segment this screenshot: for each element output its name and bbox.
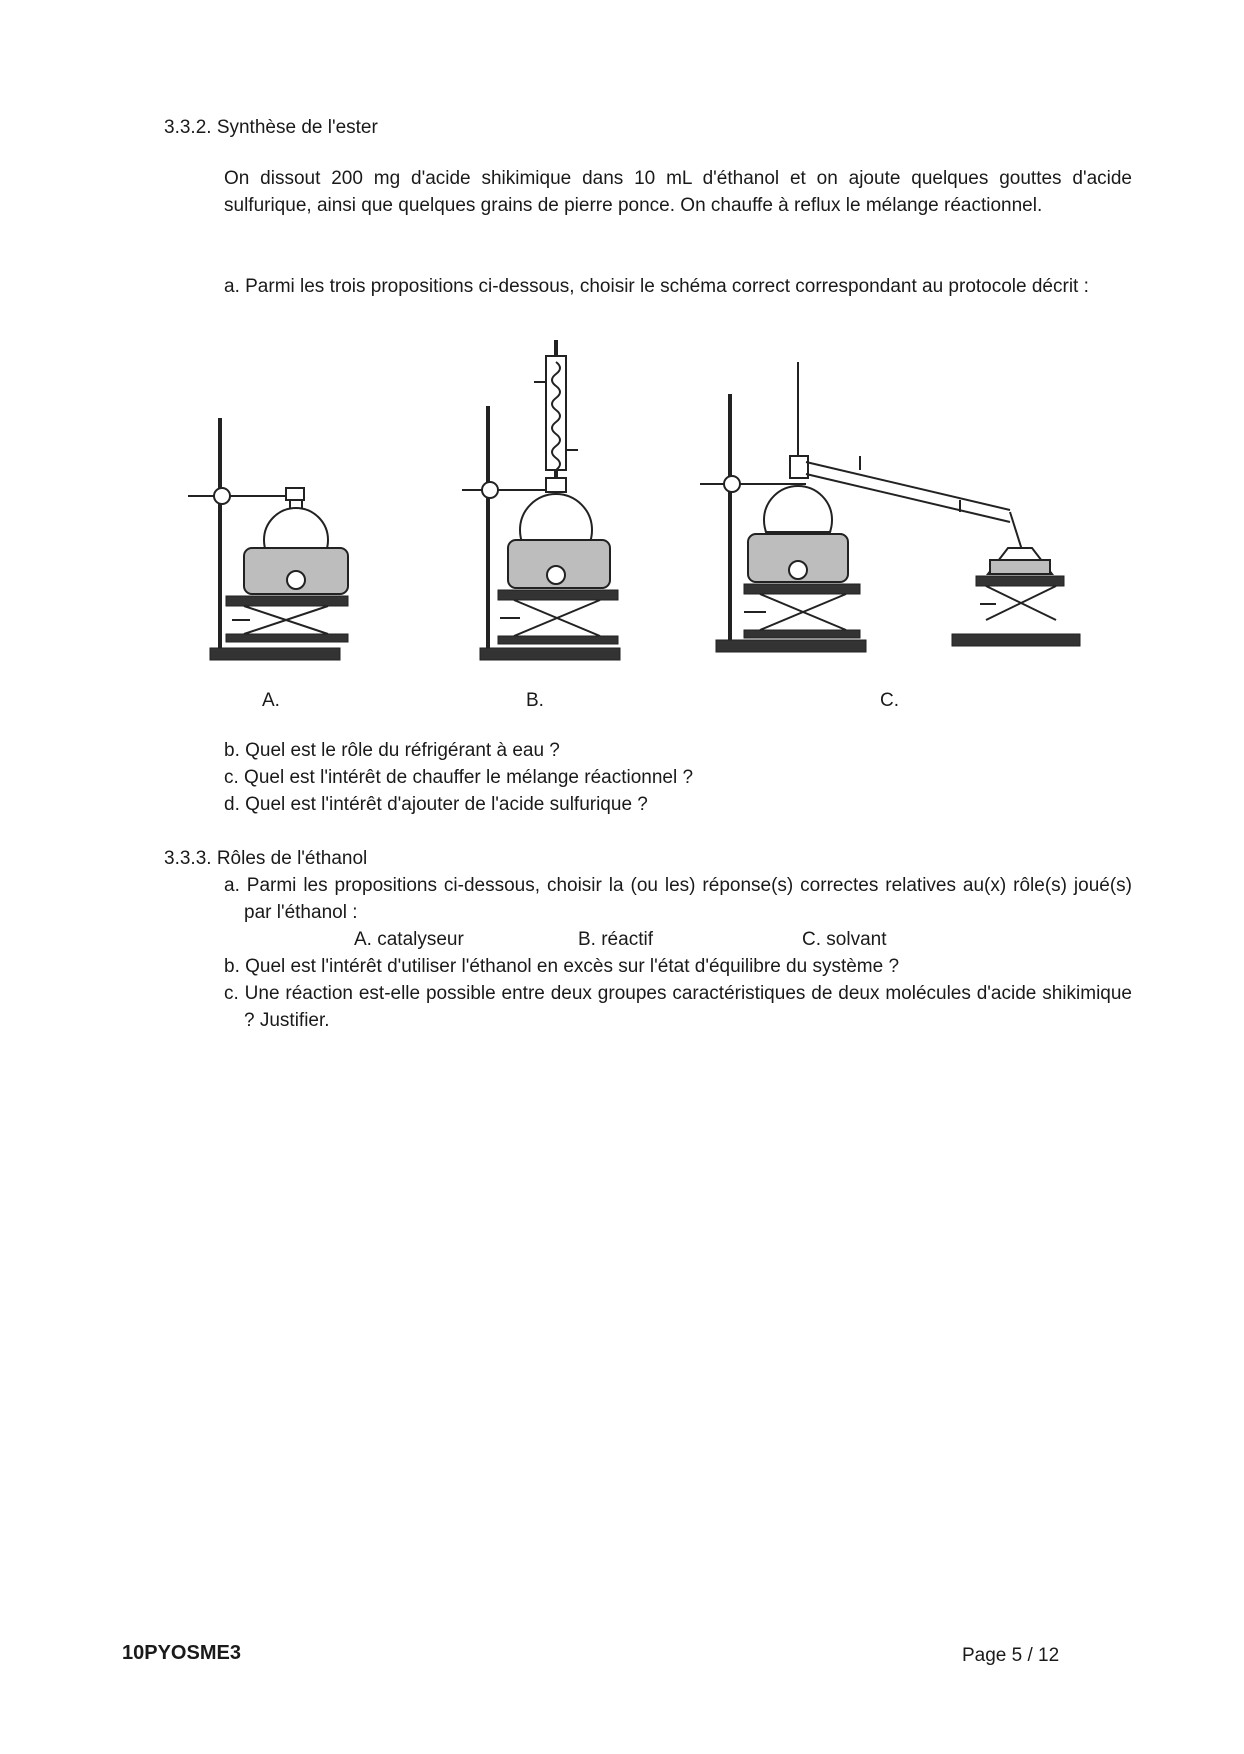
footer-code: 10PYOSME3 (122, 1642, 241, 1664)
question-333-b: b. Quel est l'intérêt d'utiliser l'éthanol en excès sur l'état d'équilibre du système ? (224, 956, 900, 977)
option-a: A. catalyseur (354, 929, 464, 950)
question-332-d: d. Quel est l'intérêt d'ajouter de l'acide sulfurique ? (224, 794, 648, 815)
option-c: C. solvant (802, 929, 887, 950)
question-333-a: a. Parmi les propositions ci-dessous, choisir la (ou les) réponse(s) correctes relatives au(x) rôle(s) joué(s) par l'éthanol : (224, 875, 1132, 923)
question-333-c: c. Une réaction est-elle possible entre deux groupes caractéristiques de deux molécules d'acide shikimique ? Justifier. (224, 983, 1132, 1031)
apparatus-a (188, 418, 348, 660)
question-332-b: b. Quel est le rôle du réfrigérant à eau ? (224, 740, 560, 761)
apparatus-b (462, 340, 620, 660)
option-b: B. réactif (578, 929, 653, 950)
question-332-c: c. Quel est l'intérêt de chauffer le mélange réactionnel ? (224, 767, 694, 788)
figure-label-c: C. (880, 690, 899, 711)
section-heading-332: 3.3.2. Synthèse de l'ester (164, 117, 378, 138)
protocol-paragraph: On dissout 200 mg d'acide shikimique dans 10 mL d'éthanol et on ajoute quelques gouttes d'acide sulfurique, ainsi que quelques grains de pierre ponce. On chauffe à reflux le mélange réactionnel. (224, 168, 1132, 216)
apparatus-figure (0, 0, 1244, 720)
section-heading-333: 3.3.3. Rôles de l'éthanol (164, 848, 368, 869)
figure-label-b: B. (526, 690, 544, 711)
question-332-a: a. Parmi les trois propositions ci-dessous, choisir le schéma correct correspondant au protocole décrit : (224, 276, 1089, 297)
figure-label-a: A. (262, 690, 280, 711)
footer-page-number: Page 5 / 12 (962, 1645, 1060, 1666)
apparatus-c (700, 362, 1080, 652)
